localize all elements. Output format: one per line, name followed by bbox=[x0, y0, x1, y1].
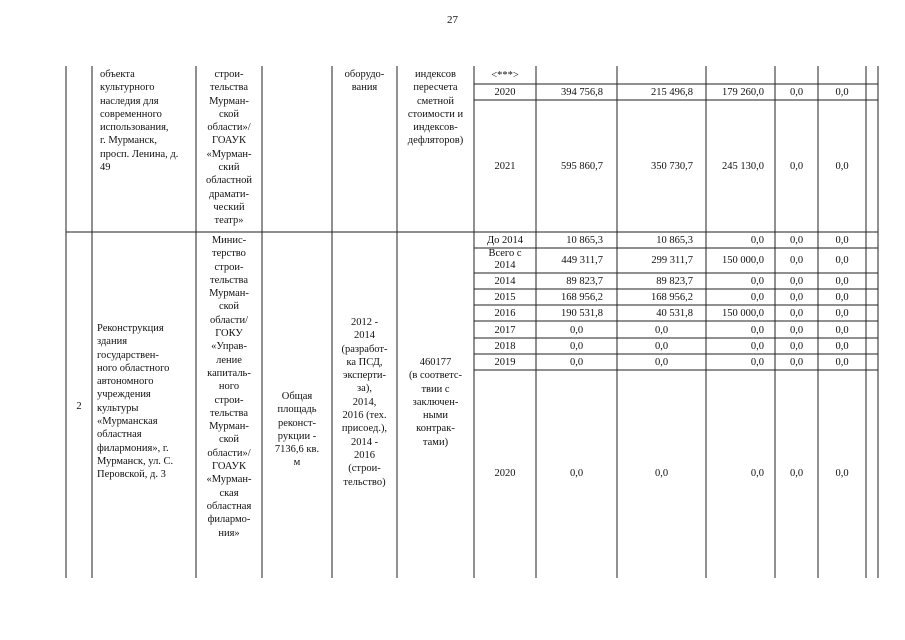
row-2-total-cell: 0,0 bbox=[569, 325, 584, 336]
row-2-year-cell: 2015 bbox=[494, 292, 516, 303]
row-number: 2 bbox=[76, 401, 82, 412]
row-2-year-cell: 2019 bbox=[494, 357, 516, 368]
top-row-extra-cell: 0,0 bbox=[835, 161, 849, 172]
row-2-local-cell: 0,0 bbox=[789, 235, 804, 246]
top-row-total-cell: 595 860,7 bbox=[561, 161, 603, 172]
row-2-regional-cell: 0,0 bbox=[750, 341, 764, 352]
row-2-local-cell: 0,0 bbox=[789, 468, 804, 479]
row-2-regional-cell: 0,0 bbox=[750, 235, 764, 246]
row-2-extra-cell: 0,0 bbox=[835, 255, 849, 266]
row-2-federal-cell: 0,0 bbox=[654, 468, 669, 479]
row-2-regional-cell: 0,0 bbox=[750, 276, 764, 287]
row-2-extra-cell: 0,0 bbox=[835, 308, 849, 319]
top-row-local-cell: 0,0 bbox=[789, 87, 804, 98]
top-row-federal-cell: 215 496,8 bbox=[651, 87, 693, 98]
row-2-local-cell: 0,0 bbox=[789, 325, 804, 336]
row-2-federal-cell: 40 531,8 bbox=[656, 308, 693, 319]
row-2-regional-cell: 0,0 bbox=[750, 468, 764, 479]
row-2-total-cell: 449 311,7 bbox=[561, 255, 603, 266]
row-2-extra-cell: 0,0 bbox=[835, 325, 849, 336]
top-row-federal-cell: 350 730,7 bbox=[651, 161, 693, 172]
top-row-customer: строи- тельства Мурман- ской области»/ ГОАУК «Мурман- ский областной драмати- ческий театр» bbox=[206, 69, 252, 227]
row-2-federal-cell: 10 865,3 bbox=[656, 235, 693, 246]
row-2-federal-cell: 299 311,7 bbox=[651, 255, 693, 266]
row-2-federal-cell: 89 823,7 bbox=[656, 276, 693, 287]
top-row-object-name: объекта культурного наследия для современного использования, г. Мурманск, просп. Ленина, д. 49 bbox=[100, 69, 179, 174]
row-2-year-cell: 2014 bbox=[494, 276, 516, 287]
row-2-total-cell: 190 531,8 bbox=[561, 308, 603, 319]
row-2-local-cell: 0,0 bbox=[789, 276, 804, 287]
top-row-cost-basis: индексов пересчета сметной стоимости и индексов- дефляторов) bbox=[407, 69, 464, 147]
top-row-regional-cell: 245 130,0 bbox=[722, 161, 764, 172]
row-2-object-name: Реконструкция здания государствен- ного областного автономного учреждения культуры «Мурманская областная филармония», г. Мурманск, ул. С. Перовской, д. 3 bbox=[97, 323, 174, 481]
row-2-year-cell: До 2014 bbox=[486, 235, 524, 246]
row-2-extra-cell: 0,0 bbox=[835, 468, 849, 479]
row-2-extra-cell: 0,0 bbox=[835, 276, 849, 287]
row-2-local-cell: 0,0 bbox=[789, 308, 804, 319]
row-2-regional-cell: 150 000,0 bbox=[722, 308, 764, 319]
top-row-marker: <***> bbox=[491, 70, 519, 81]
row-2-total-cell: 0,0 bbox=[569, 357, 584, 368]
top-row-regional-cell: 179 260,0 bbox=[722, 87, 764, 98]
top-row-local-cell: 0,0 bbox=[789, 161, 804, 172]
row-2-total-cell: 168 956,2 bbox=[561, 292, 603, 303]
row-2-federal-cell: 168 956,2 bbox=[651, 292, 693, 303]
row-2-local-cell: 0,0 bbox=[789, 341, 804, 352]
row-2-year-cell: 2016 bbox=[494, 308, 516, 319]
row-2-total-cell: 0,0 bbox=[569, 341, 584, 352]
row-2-federal-cell: 0,0 bbox=[654, 341, 669, 352]
top-row-total-cell: 394 756,8 bbox=[561, 87, 603, 98]
row-2-local-cell: 0,0 bbox=[789, 255, 804, 266]
top-row-year-cell: 2021 bbox=[494, 161, 516, 172]
row-2-federal-cell: 0,0 bbox=[654, 357, 669, 368]
row-2-cost: 460177 (в соответс- твии с заключен- ными контрак- тами) bbox=[408, 357, 463, 448]
row-2-extra-cell: 0,0 bbox=[835, 235, 849, 246]
row-2-regional-cell: 0,0 bbox=[750, 292, 764, 303]
top-row-period: оборудо- вания bbox=[344, 69, 385, 94]
row-2-total-cell: 10 865,3 bbox=[566, 235, 603, 246]
row-2-regional-cell: 150 000,0 bbox=[722, 255, 764, 266]
row-2-extra-cell: 0,0 bbox=[835, 341, 849, 352]
row-2-customer: Минис- терство строи- тельства Мурман- ской области/ ГОКУ «Управ- ление капиталь- ного строи- тельства Мурман- ской области»/ ГОАУК «Мурман- ская областная филармо- ния» bbox=[206, 235, 252, 539]
page-number: 27 bbox=[447, 14, 458, 26]
top-row-extra-cell: 0,0 bbox=[835, 87, 849, 98]
row-2-extra-cell: 0,0 bbox=[835, 357, 849, 368]
row-2-year-cell: 2018 bbox=[494, 341, 516, 352]
row-2-year-cell: Всего с 2014 bbox=[488, 248, 522, 271]
row-2-local-cell: 0,0 bbox=[789, 357, 804, 368]
row-2-year-cell: 2020 bbox=[494, 468, 516, 479]
row-2-federal-cell: 0,0 bbox=[654, 325, 669, 336]
row-2-total-cell: 0,0 bbox=[569, 468, 584, 479]
row-2-year-cell: 2017 bbox=[494, 325, 516, 336]
row-2-capacity: Общая площадь реконст- рукции - 7136,6 кв. м bbox=[274, 391, 320, 469]
top-row-year-cell: 2020 bbox=[494, 87, 516, 98]
row-2-extra-cell: 0,0 bbox=[835, 292, 849, 303]
row-2-local-cell: 0,0 bbox=[789, 292, 804, 303]
row-2-period: 2012 - 2014 (разработ- ка ПСД, эксперти- за), 2014, 2016 (тех. присоед.), 2014 - 2016 (строи- тельство) bbox=[341, 317, 388, 488]
row-2-regional-cell: 0,0 bbox=[750, 357, 764, 368]
row-2-total-cell: 89 823,7 bbox=[566, 276, 603, 287]
row-2-regional-cell: 0,0 bbox=[750, 325, 764, 336]
